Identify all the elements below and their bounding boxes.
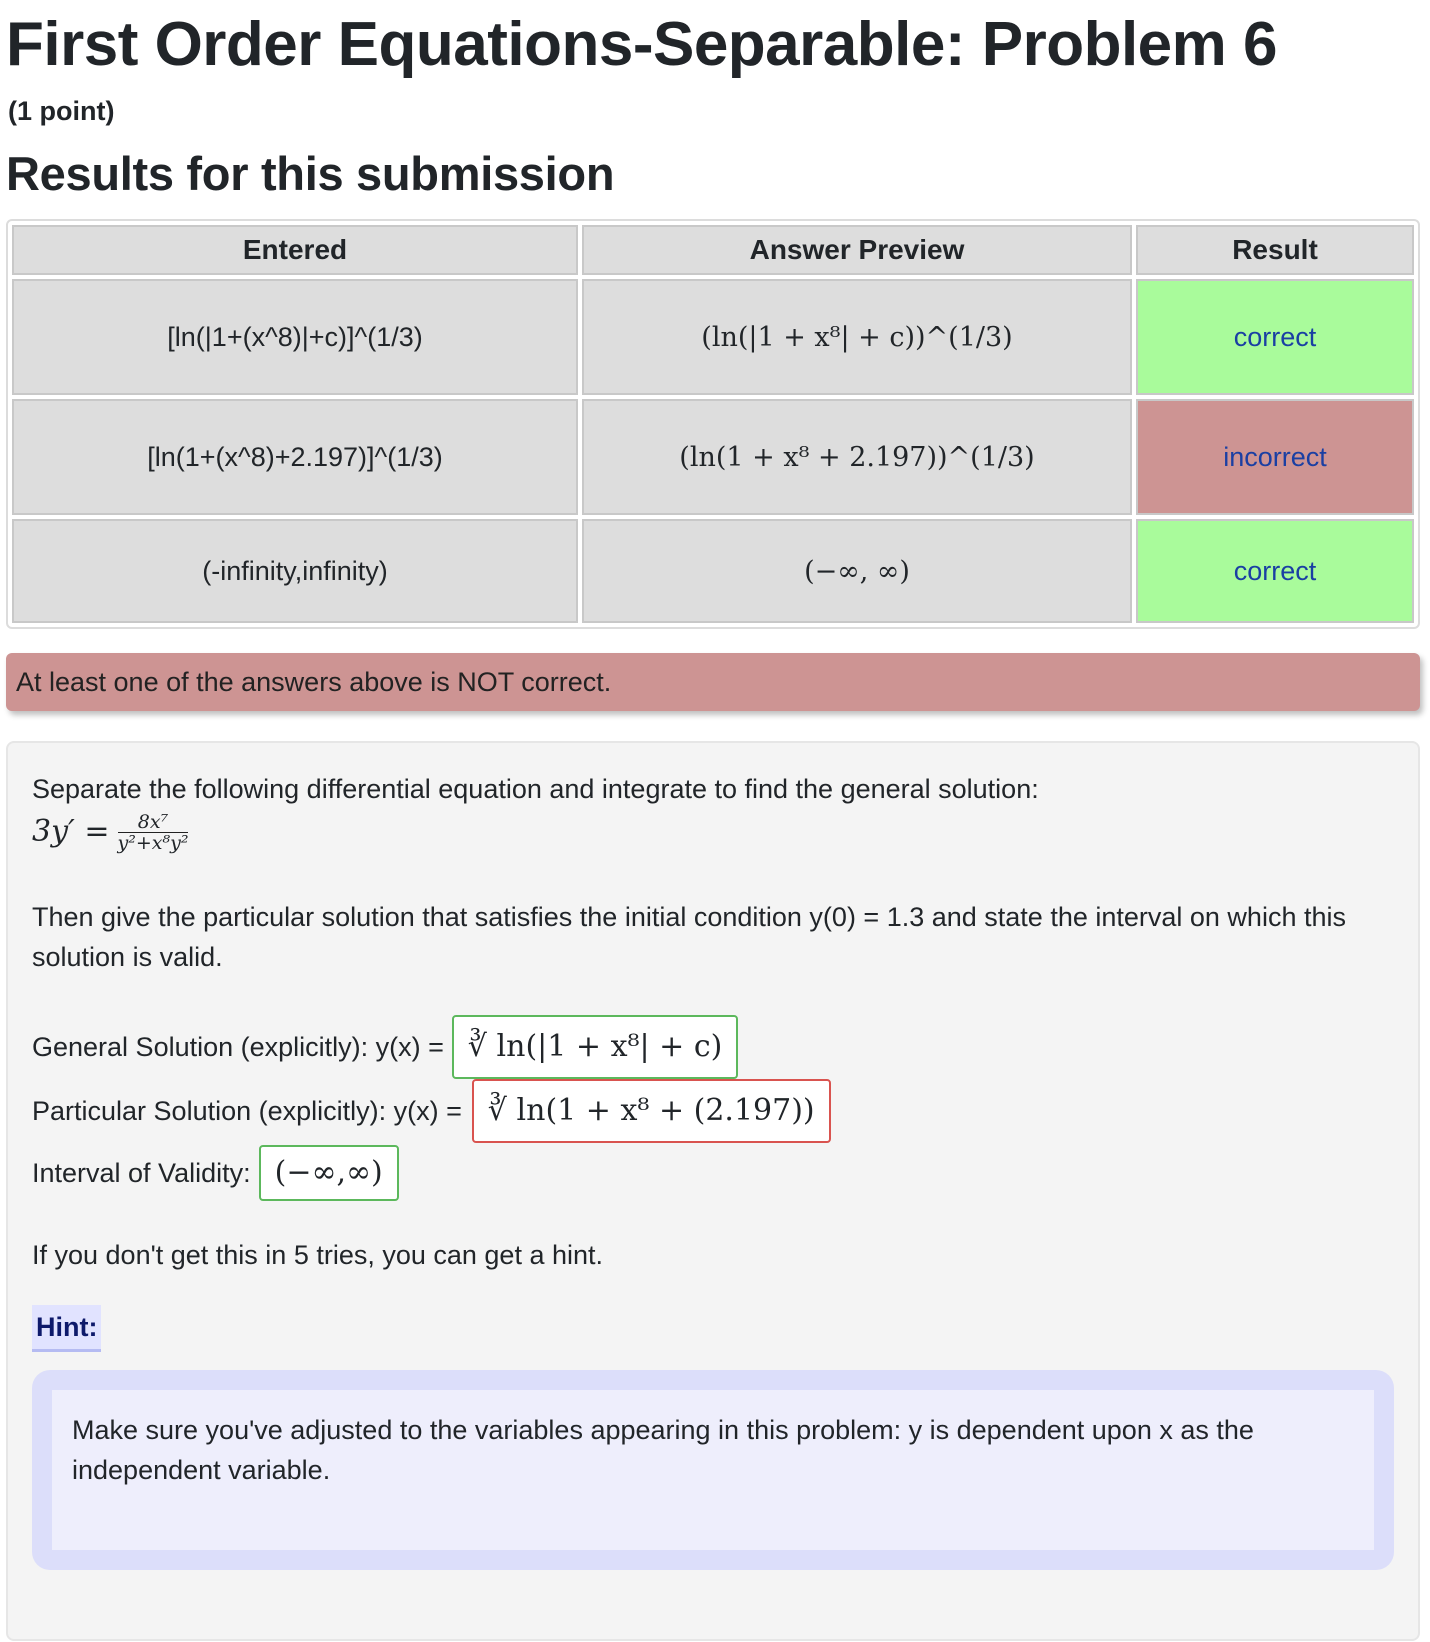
entered-cell: [ln(1+(x^8)+2.197)]^(1/3) bbox=[12, 399, 578, 515]
table-row bbox=[12, 399, 1414, 515]
results-heading: Results for this submission bbox=[6, 147, 615, 200]
header-result: Result bbox=[1136, 225, 1414, 275]
page-title: First Order Equations-Separable: Problem 6 bbox=[6, 10, 1277, 79]
table-row bbox=[12, 279, 1414, 395]
result-cell: correct bbox=[1136, 519, 1414, 623]
entered-cell: (-infinity,infinity) bbox=[12, 519, 578, 623]
result-cell: correct bbox=[1136, 279, 1414, 395]
table-row bbox=[12, 519, 1414, 623]
equation-numerator: 8x⁷ bbox=[118, 812, 189, 833]
result-cell: incorrect bbox=[1136, 399, 1414, 515]
equation-fraction bbox=[118, 812, 189, 853]
particular-solution-label: Particular Solution (explicitly): y(x) = bbox=[32, 1096, 462, 1126]
equation-lhs: 3y′ = bbox=[32, 814, 110, 849]
interval-label: Interval of Validity: bbox=[32, 1158, 251, 1188]
particular-solution-input[interactable]: ∛ ln(1 + x⁸ + (2.197)) bbox=[472, 1079, 831, 1143]
hint-toggle[interactable]: Hint: bbox=[32, 1305, 101, 1352]
header-answer-preview: Answer Preview bbox=[582, 225, 1132, 275]
tries-note: If you don't get this in 5 tries, you can get a hint. bbox=[32, 1240, 603, 1270]
equation-denominator: y²+x⁸y² bbox=[117, 831, 189, 854]
incorrect-alert: At least one of the answers above is NOT correct. bbox=[6, 653, 1420, 711]
page-container bbox=[0, 8, 1430, 1641]
particular-solution-row bbox=[32, 1079, 1394, 1143]
points-label: (1 point) bbox=[8, 96, 115, 126]
general-solution-label: General Solution (explicitly): y(x) = bbox=[32, 1032, 444, 1062]
interval-input[interactable]: (−∞,∞) bbox=[259, 1145, 399, 1201]
entered-cell: [ln(|1+(x^8)|+c)]^(1/3) bbox=[12, 279, 578, 395]
general-solution-row bbox=[32, 1015, 1394, 1079]
problem-body bbox=[6, 741, 1420, 1641]
hint-text: Make sure you've adjusted to the variables appearing in this problem: y is dependent upon x as the independent variable. bbox=[52, 1390, 1374, 1550]
results-table bbox=[6, 219, 1420, 629]
header-entered: Entered bbox=[12, 225, 578, 275]
problem-intro: Separate the following differential equation and integrate to find the general solution: bbox=[32, 774, 1039, 804]
interval-row bbox=[32, 1145, 1394, 1201]
preview-cell: (ln(|1 + x⁸| + c))^(1/3) bbox=[582, 279, 1132, 395]
differential-equation bbox=[32, 809, 1394, 855]
general-solution-input[interactable]: ∛ ln(|1 + x⁸| + c) bbox=[452, 1015, 738, 1079]
particular-instructions: Then give the particular solution that satisfies the initial condition y(0) = 1.3 and state the interval on which this solution is valid. bbox=[32, 902, 1346, 972]
preview-cell: (ln(1 + x⁸ + 2.197))^(1/3) bbox=[582, 399, 1132, 515]
preview-cell: (−∞, ∞) bbox=[582, 519, 1132, 623]
hint-panel bbox=[32, 1370, 1394, 1570]
